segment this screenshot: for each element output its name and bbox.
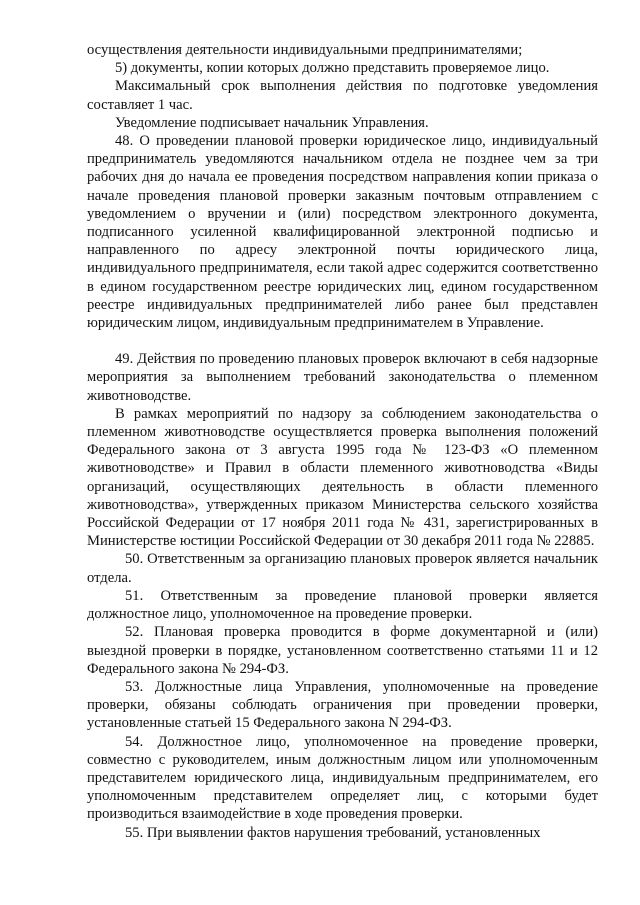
paragraph-52: 52. Плановая проверка проводится в форме документарной и (или) выездной проверки в порядке, установленном соответственно статьями 11 и 12 Федерального закона № 294-ФЗ. [87,624,598,677]
paragraph-continuation: осуществления деятельности индивидуальными предпринимателями; [87,42,523,58]
paragraph-54: 54. Должностное лицо, уполномоченное на проведение проверки, совместно с руководителем, иным должностным лицом или уполномоченным представителем юридического лица, индивидуальным предпринимателем, его уполномоченным представителем определяет лиц, с которыми будет производиться взаимодействие в ходе проведения проверки. [87,733,598,823]
paragraph-53: 53. Должностные лица Управления, уполномоченные на проведение проверки, обязаны соблюдать ограничения при проведении проверки, установленные статьей 15 Федерального закона N 294-ФЗ. [87,678,598,732]
document-page [87,41,598,842]
paragraph-49-detail: В рамках мероприятий по надзору за соблюдением законодательства о племенном животноводстве осуществляется проверка выполнения положений Федерального закона от 3 августа 1995 года № 123-ФЗ «О племенном животноводстве» и Правил в области племенного животноводства «Виды организаций, осуществляющих деятельность в области племенного животноводства», утвержденных приказом Министерства сельского хозяйства Российской Федерации от 17 ноября 2011 года № 431, зарегистрированных в Министерстве юстиции Российской Федерации от 30 декабря 2011 года № 22885. [87,405,598,550]
paragraph-50: 50. Ответственным за организацию плановых проверок является начальник отдела. [87,551,598,586]
paragraph-48: 48. О проведении плановой проверки юридическое лицо, индивидуальный предприниматель уведомляются начальником отдела не позднее чем за три рабочих дня до начала ее проведения посредством направления копии приказа о начале проведения плановой проверки заказным почтовым отправлением с уведомлением о вручении и (или) посредством электронного документа, подписанного усиленной квалифицированной электронной подписью и направленного по адресу электронной почты юридического лица, индивидуального предпринимателя, если такой адрес содержится соответственно в едином государственном реестре юридических лиц, едином государственном реестре индивидуальных предпринимателей либо ранее был представлен юридическим лицом, индивидуальным предпринимателем в Управление. [87,133,598,332]
paragraph-51: 51. Ответственным за проведение плановой проверки является должностное лицо, уполномоченное на проведение проверки. [87,587,598,623]
paragraph-signature: Уведомление подписывает начальник Управления. [115,114,429,131]
paragraph-item-5: 5) документы, копии которых должно представить проверяемое лицо. [115,60,550,77]
paragraph-max-term: Максимальный срок выполнения действия по подготовке уведомления составляет 1 час. [87,78,598,113]
paragraph-55: 55. При выявлении фактов нарушения требований, установленных [125,824,541,841]
paragraph-49: 49. Действия по проведению плановых проверок включают в себя надзорные мероприятия за выполнением требований законодательства о племенном животноводстве. [87,351,598,404]
